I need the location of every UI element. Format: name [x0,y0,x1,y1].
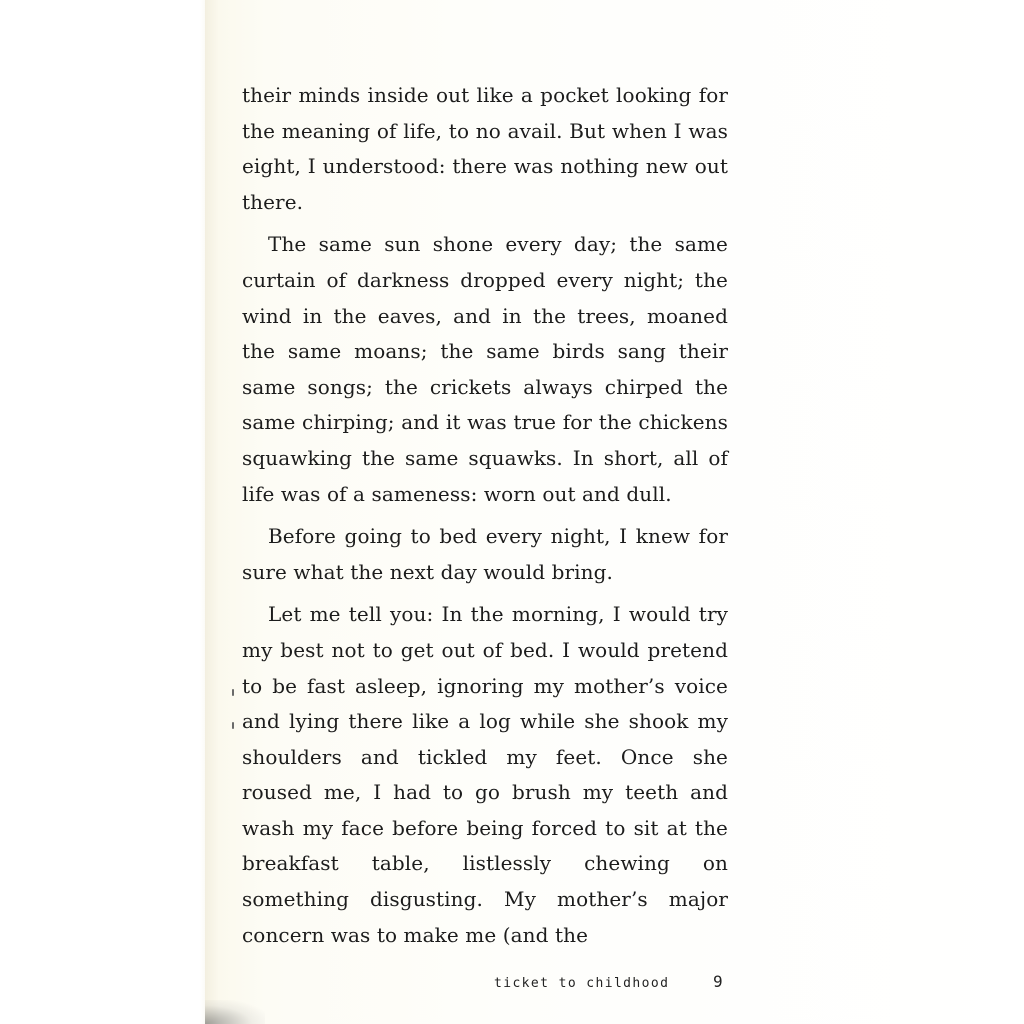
margin-mark [232,722,234,729]
margin-mark [232,689,234,696]
paragraph-4: Let me tell you: In the morning, I would try my best not to get out of bed. I would pretend to be fast asleep, ignoring my mother’s voice and lying there like a log while she shook my shoulders and tickled my feet. Once she roused me, I had to go brush my teeth and wash my face before being forced to sit at the breakfast table, listlessly chewing on something disgusting. My mother’s major concern was to make me (and the [242,602,728,947]
page-number: 9 [713,972,723,991]
paragraph-1: their minds inside out like a pocket looking for the meaning of life, to no avail. But when I was eight, I understood: there was nothing new out there. [242,83,728,214]
page-corner-shadow [205,1000,265,1024]
body-text [242,78,728,953]
paragraph-3: Before going to bed every night, I knew for sure what the next day would bring. [242,524,728,584]
paragraph-2: The same sun shone every day; the same curtain of darkness dropped every night; the wind in the eaves, and in the trees, moaned the same moans; the same birds sang their same songs; the crickets always chirped the same chirping; and it was true for the chickens squawking the same squawks. In short, all of life was of a sameness: worn out and dull. [242,232,728,506]
running-footer-title: ticket to childhood [494,976,670,991]
